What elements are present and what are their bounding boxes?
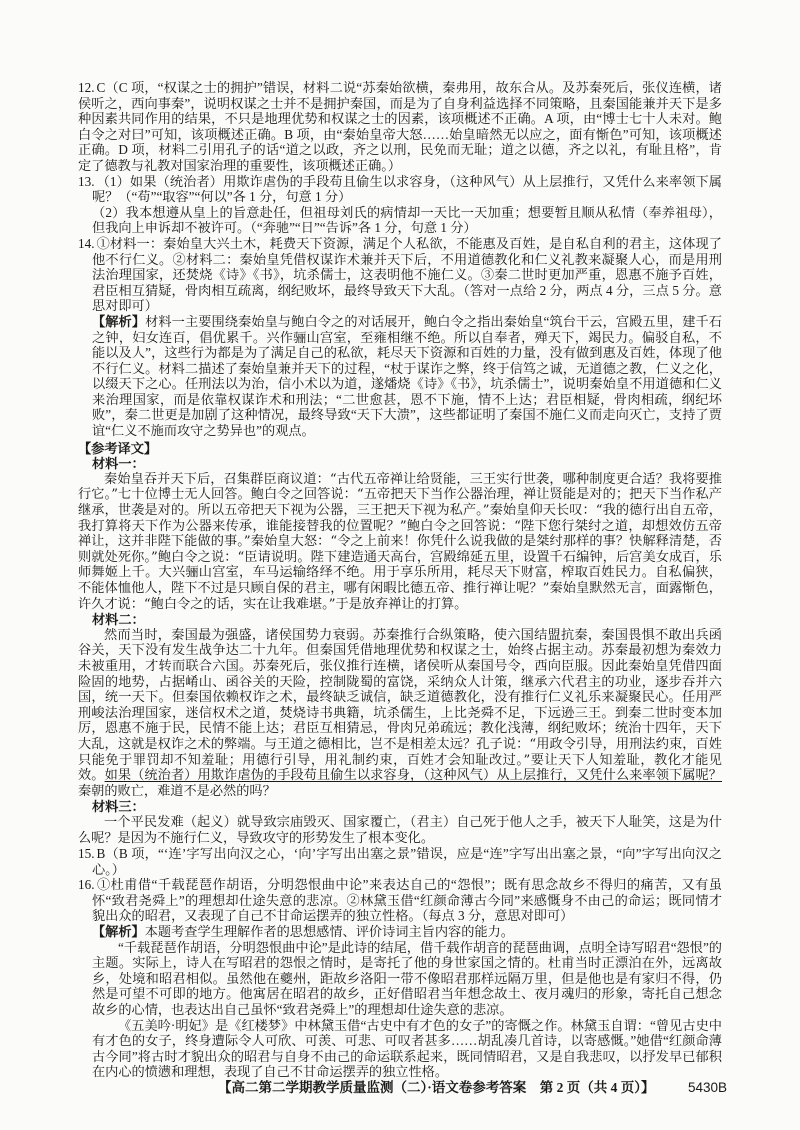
question-13-part-1: （1）如果（统治者）用欺诈虐伪的手段苟且偷生以求容身，（这种风气）从上层推行，又凭什么来率领下属呢？（“苟”“取容”“何以”各 1 分，句意 1 分）	[92, 173, 722, 205]
question-15-answer: B（B 项，“‘连’字写出向汉之心，‘向’字写出出塞之景”错误，应是“连”字写出出塞之景，“向”字写出向汉之心。）	[92, 846, 722, 877]
question-14-answer: ①材料一：秦始皇大兴土木，耗费天下资源，满足个人私欲，不能惠及百姓，是自私自利的君主，这体现了他不行仁义。②材料二：秦始皇凭借权谋诈术兼并天下后，不用道德教化和仁义礼教来凝聚人心，而是用刑法治理国家，还焚烧《诗》《书》，坑杀儒士，这表明他不施仁义。③秦二世时更加严重，恩惠不施予百姓，君臣相互猜疑，骨肉相互疏离，纲纪败坏，最终导致天下大乱。（答对一点给 2 分，两点 4 分，三点 5 分。意思对即可）	[92, 235, 722, 314]
question-13-part-2: （2）我本想遵从皇上的旨意赴任，但祖母刘氏的病情却一天比一天加重；想要暂且顺从私情（奉养祖母），但我向上申诉却不被许可。（“奔驰”“日”“告诉”各 1 分，句意 1 分）	[92, 204, 722, 236]
translation-text-3: 一个平民发难（起义）就导致宗庙毁灭、国家覆亡，（君主）自己死于他人之手，被天下人耻笑，这是为什么呢？是因为不施行仁义，导致攻守的形势发生了根本变化。	[78, 814, 722, 846]
footer-code: 5430B	[688, 1080, 728, 1095]
question-13	[78, 174, 722, 205]
analysis-label: 【解析】	[92, 313, 146, 329]
translation-text-2-main: 然而当时，秦国最为强盛，诸侯国势力衰弱。苏秦推行合纵策略，使六国结盟抗秦，秦国畏惧不敢出兵函谷关，天下没有发生战争达二十九年。但秦国凭借地理优势和权谋之士，始终占据主动。苏秦最初想为秦效力未被重用，才转而联合六国。苏秦死后，张仪推行连横，诸侯听从秦国号令，西向臣服。因此秦始皇凭借四面险固的地势，占据崤山、函谷关的天险，控制陇蜀的富饶，采纳众人计策，继承六代君主的功业，逐步吞并六国，统一天下。但秦国依赖权诈之术，最终缺乏诚信，缺乏道德教化，没有推行仁义礼乐来凝聚民心。任用严刑峻法治理国家，迷信权术之道，焚烧诗书典籍，坑杀儒生，上比尧舜不足，下远逊三王。到秦二世时变本加厉，恩惠不施于民，民情不能上达；君臣互相猜忌，骨肉兄弟疏远；教化浅薄，纲纪败坏；统治十四年，天下大乱，这就是权诈之术的弊端。与王道之德相比，岂不是相差太远？孔子说：“用政令引导，用刑法约束，百姓只能免于罪罚却不知羞耻；用德行引导，用礼制约束，百姓才会知耻改过。”要让天下人知羞耻，教化才能见效。	[78, 627, 722, 784]
answer-sheet	[78, 80, 722, 1080]
translation-heading-3: 材料三：	[92, 799, 145, 815]
analysis-intro: 本题考查学生理解作者的思想感情、评价诗词主旨内容的能力。	[144, 924, 514, 940]
question-number: 12.	[78, 80, 95, 95]
translation-underlined-sentence: 如果（统治者）用欺诈虐伪的手段苟且偷生以求容身，（这种风气）从上层推行，又凭什么来率领下属呢？	[104, 768, 722, 784]
translation-text-1: 秦始皇吞并天下后，召集群臣商议道：“古代五帝禅让给贤能，三王实行世袭，哪种制度更合适？我将要推行它。”七十位博士无人回答。鲍白令之回答说：“五帝把天下当作公器治理，禅让贤能是对的；把天下当作私产继承，世袭是对的。所以五帝把天下视为公器，三王把天下视为私产。”秦始皇仰天长叹：“我的德行出自五帝，我打算将天下作为公器来传承，谁能接替我的位置呢？”鲍白令之回答说：“陛下您行桀纣之道，却想效仿五帝禅让，这并非陛下能做的事。”秦始皇大怒：“令之上前来！你凭什么说我做的是桀纣那样的事？快解释清楚，否则就处死你。”鲍白令之说：“臣请说明。陛下建造通天高台，宫殿绵延五里，设置千石编钟，后宫美女成百，乐师舞姬上千。大兴骊山宫室，车马运输络绎不绝。用于享乐所用，耗尽天下财富，榨取百姓民力。自私偏狭，不能体恤他人，陛下不过是只顾自保的君主，哪有闲暇比德五帝、推行禅让呢？”秦始皇默然无言，面露惭色，许久才说：“鲍白令之的话，实在让我难堪。”于是放弃禅让的打算。	[78, 471, 722, 612]
question-14-analysis	[78, 314, 722, 439]
question-16-answer: ①杜甫借“千载琵琶作胡语，分明怨恨曲中论”来表达自己的“怨恨”；既有思念故乡不得归的痛苦，又有虽怀“致君尧舜上”的理想却仕途失意的悲凉。②林黛玉借“红颜命薄古今同”来感慨身不由己的命运；既同情才貌出众的昭君，又表现了自己不甘命运摆弄的独立性格。（每点 3 分，意思对即可）	[92, 877, 722, 924]
question-number: 14.	[78, 235, 95, 251]
question-16	[78, 877, 722, 924]
translation-title: 【参考译文】	[78, 440, 158, 456]
question-number: 15.	[78, 846, 95, 862]
translation-heading-1: 材料一：	[92, 456, 145, 472]
question-16-analysis	[78, 924, 722, 940]
translation-text-2	[78, 628, 722, 800]
analysis-text: 材料一主要围绕秦始皇与鲍白令之的对话展开，鲍白令之指出秦始皇“筑台干云，宫殿五里，建千石之钟，妇女连百，倡优累千。兴作骊山宫室，至雍相继不绝。所以自奉者，殚天下，竭民力。偏驳自私，不能以及人”，这些行为都是为了满足自己的私欲，耗尽天下资源和百姓的力量，没有做到惠及百姓，体现了他不行仁义。材料二描述了秦始皇兼并天下的过程，“杖于谋诈之弊，终于信笃之诚，无道德之教，仁义之化，以缀天下之心。任刑法以为治，信小术以为道，遂燔烧《诗》《书》，坑杀儒士”，说明秦始皇不用道德和仁义来治理国家，而是依靠权谋诈术和刑法；“二世愈甚，恩不下施，情不上达；君臣相疑，骨肉相疏，纲纪坏败”，秦二世更是加剧了这种情况，最终导致“天下大溃”，这些都证明了秦国不施仁义而走向灭亡，支持了贾谊“仁义不施而攻守之势异也”的观点。	[92, 313, 722, 439]
footer-title: 【高二第二学期教学质量监测（二）·语文卷参考答案 第 2 页（共 4 页）】	[218, 1080, 655, 1095]
question-number: 13.	[78, 173, 95, 189]
question-16-analysis-para-1: “千载琵琶作胡语，分明怨恨曲中论”是此诗的结尾，借千载作胡音的琵琶曲调，点明全诗写昭君“怨恨”的主题。实际上，诗人在写昭君的怨恨之情时，是寄托了他的身世家国之情的。杜甫当时正漂泊在外，远离故乡，处境和昭君相似。虽然他在夔州，距故乡洛阳一带不像昭君那样远隔万里，但是他也是有家归不得，仍然是可望不可即的地方。他寓居在昭君的故乡，正好借昭君当年想念故土、夜月魂归的形象，寄托自己想念故乡的心情，也表达出自己虽怀“致君尧舜上”的理想却仕途失意的悲凉。	[92, 939, 722, 1018]
analysis-label: 【解析】	[92, 924, 145, 940]
translation-heading-2: 材料二：	[92, 612, 145, 628]
question-number: 16.	[78, 877, 95, 893]
question-12	[78, 80, 722, 174]
question-16-analysis-para-2: 《五美吟·明妃》是《红楼梦》中林黛玉借“古史中有才色的女子”的寄慨之作。林黛玉自谓：“曾见古史中有才色的女子，终身遭际令人可欣、可羡、可悲、可叹者甚多……胡乱凑几首诗，以寄感慨。”她借“红颜命薄古今同”将古时才貌出众的昭君与自身不由己的命运联系起来，既同情昭君，又是自我悲叹，以抒发早已郁积在内心的愤懑和理想，表现了自己不甘命运摆弄的独立性格。	[92, 1017, 722, 1080]
question-15	[78, 846, 722, 877]
question-14	[78, 236, 722, 314]
translation-text-2-end: 秦朝的败亡，难道不是必然的吗？	[78, 783, 276, 799]
question-12-answer: C（C 项，“权谋之士的拥护”错误，材料二说“苏秦始欲横，秦弗用，故东合从。及苏秦死后，张仪连横，诸侯听之，西向事秦”，说明权谋之士并不是拥护秦国，而是为了自身利益选择不同策略，且秦国能兼并天下是多种因素共同作用的结果，不只是地理优势和权谋之士的因素，该项概述不正确。A 项，由“博士七十人未对。鲍白令之对曰”可知，该项概述正确。B 项，由“秦始皇帝大怒……始皇暗然无以应之，面有惭色”可知，该项概述正确。D 项，材料二引用孔子的话“道之以政，齐之以刑，民免而无耻；道之以德，齐之以礼，有耻且格”，肯定了德教与礼教对国家治理的重要性，该项概述正确。）	[78, 80, 722, 173]
